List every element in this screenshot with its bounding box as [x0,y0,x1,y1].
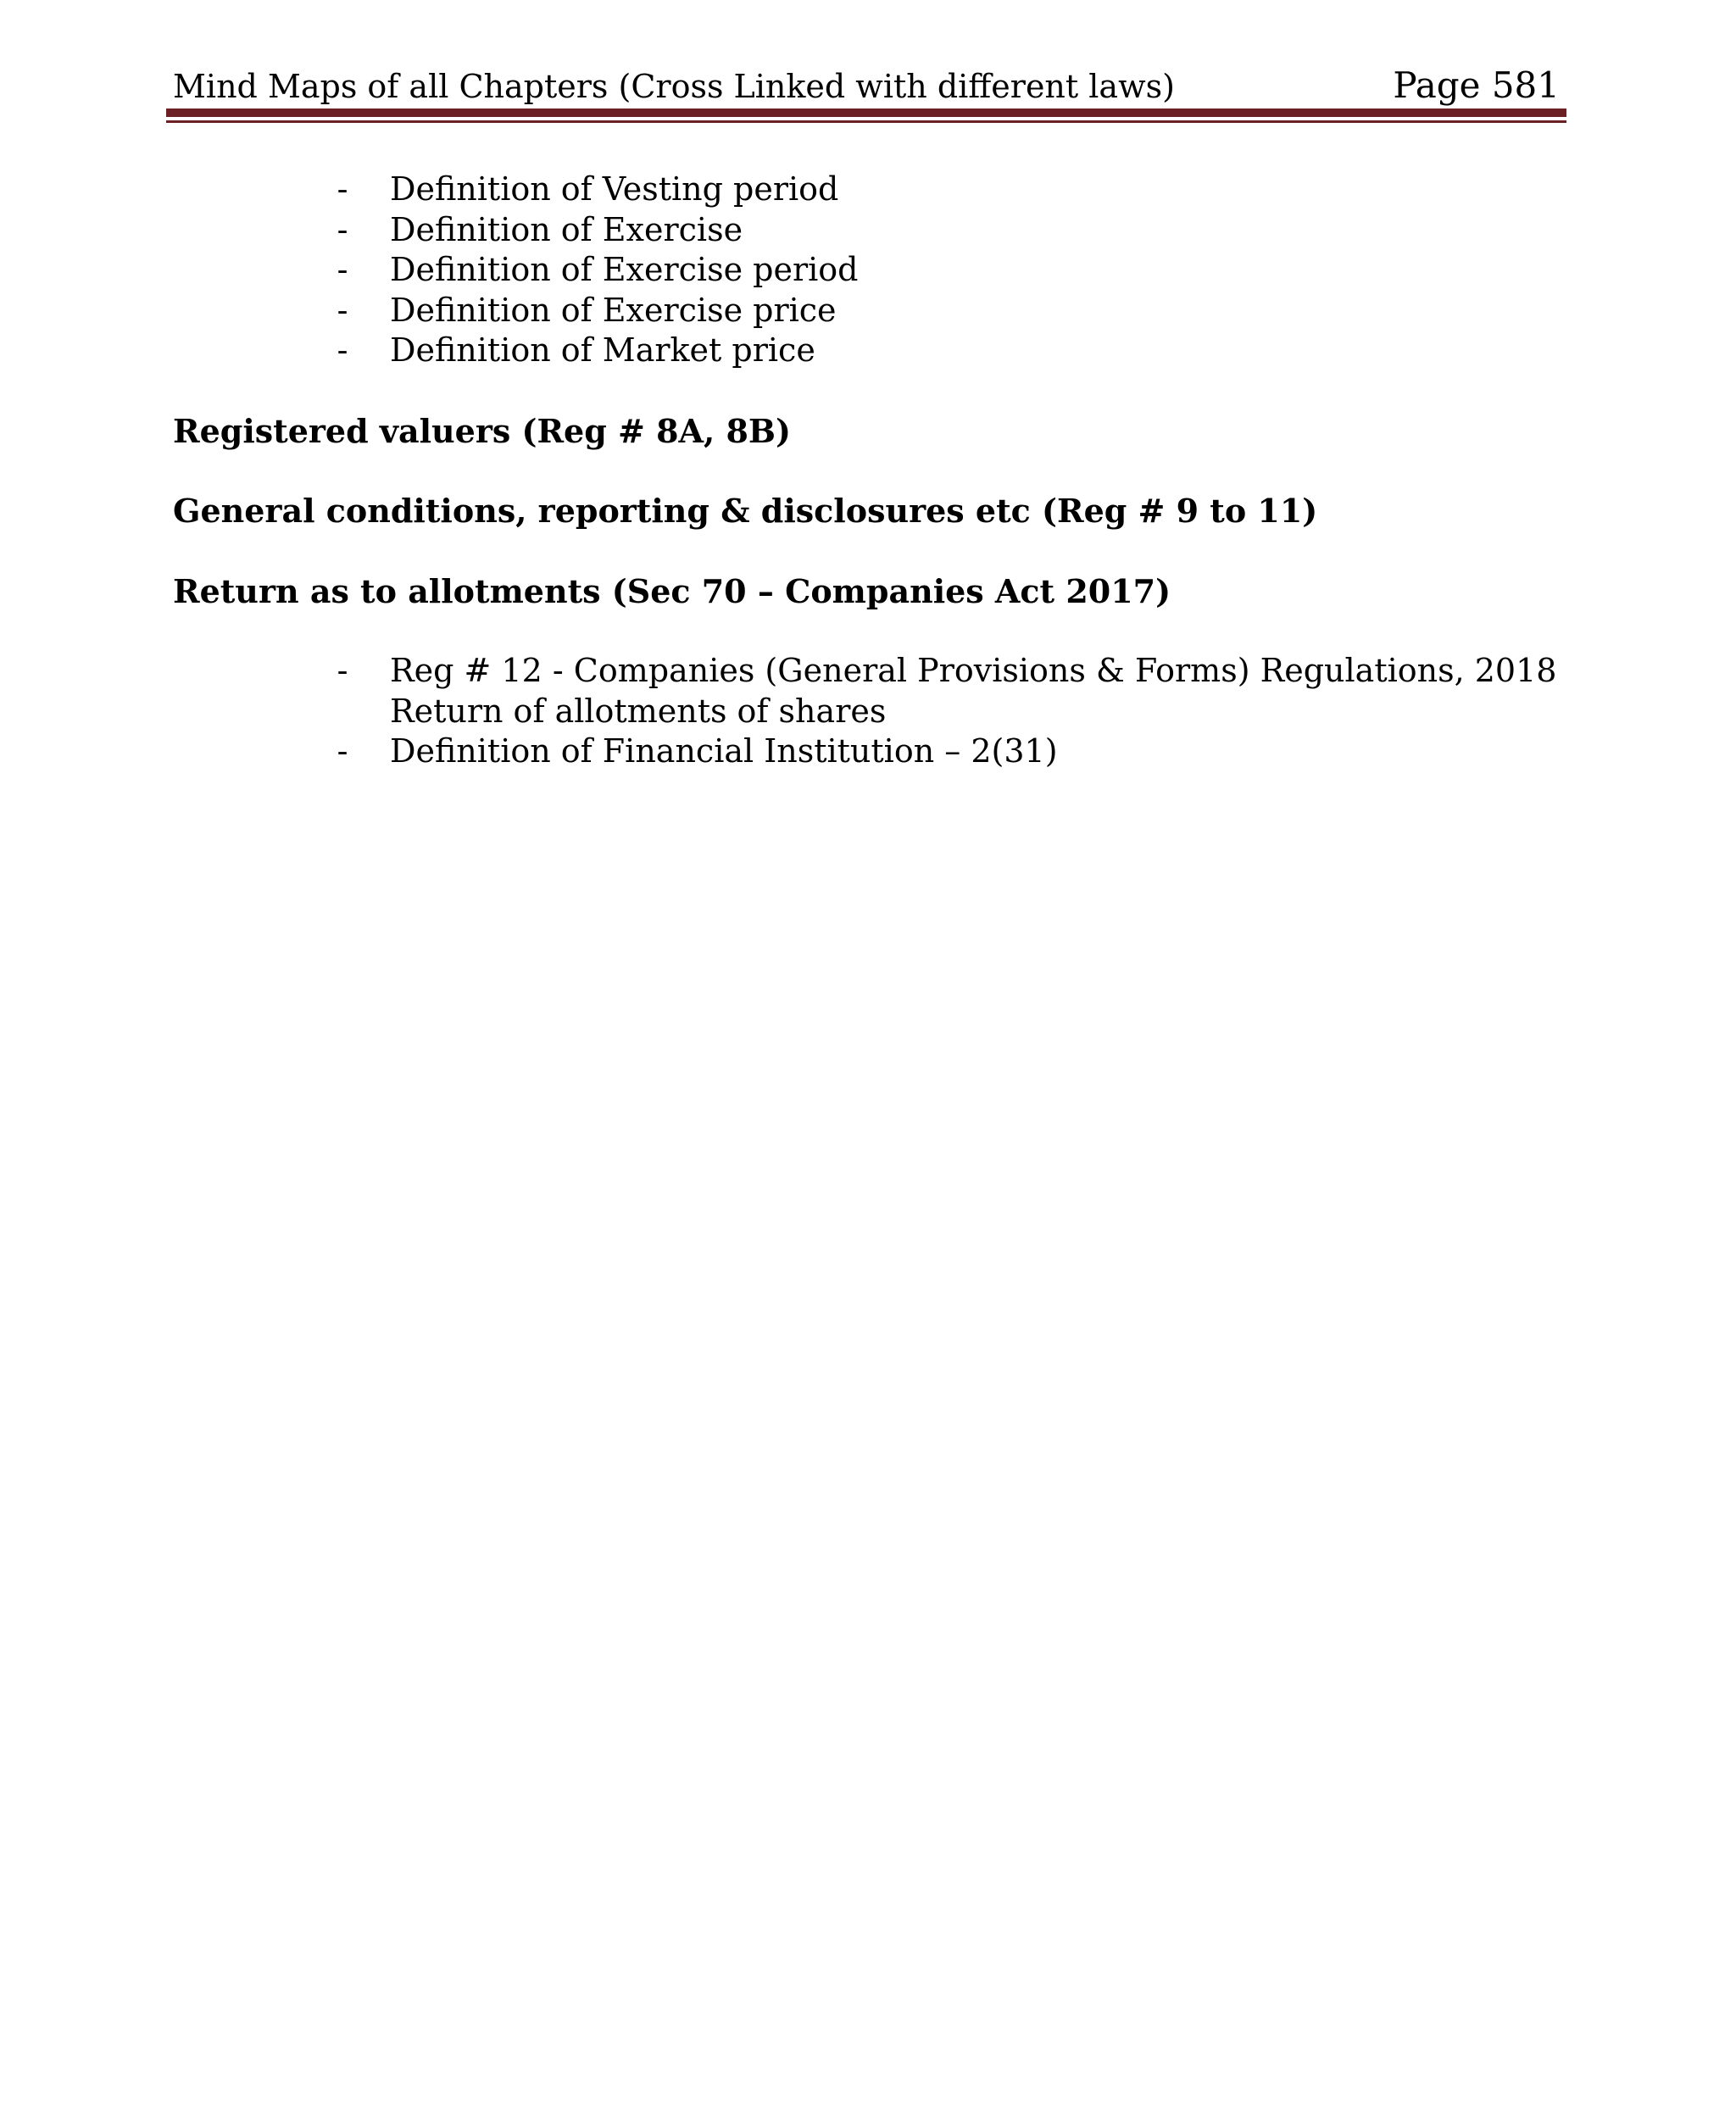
dash-bullet: - [337,652,348,689]
heading-general-conditions: General conditions, reporting & disclosures etc (Reg # 9 to 11) [173,492,1318,530]
spacer [173,611,1563,651]
list-item [173,651,1563,731]
dash-bullet: - [337,331,348,369]
list-item [173,170,1563,210]
list-item [173,210,1563,251]
page-number: Page 581 [1393,64,1560,106]
spacer [173,371,1563,411]
list-item-text: Definition of Exercise [390,210,743,248]
page-content [173,170,1563,772]
heading-return-allotments: Return as to allotments (Sec 70 – Companies Act 2017) [173,571,1171,610]
list-item [173,250,1563,291]
page-header [173,63,1560,105]
dash-bullet: - [337,170,348,208]
list-item [173,331,1563,371]
spacer [173,531,1563,571]
list-item [173,731,1563,772]
list-item-text: Definition of Exercise period [390,251,859,288]
heading-registered-valuers: Registered valuers (Reg # 8A, 8B) [173,411,791,450]
dash-bullet: - [337,291,348,329]
list-item-text: Definition of Market price [390,331,815,369]
definitions-list [173,170,1563,371]
header-title: Mind Maps of all Chapters (Cross Linked with different laws) [173,68,1175,106]
header-rule-thin [166,120,1566,123]
dash-bullet: - [337,732,348,770]
dash-bullet: - [337,210,348,248]
spacer [173,451,1563,491]
allotments-list [173,651,1563,772]
header-rule-thick [166,108,1566,117]
list-item-text: Reg # 12 - Companies (General Provisions & Forms) Regulations, 2018 Return of allotments of shares [390,652,1557,730]
list-item-text: Definition of Vesting period [390,170,839,208]
list-item-text: Definition of Exercise price [390,291,837,329]
dash-bullet: - [337,251,348,288]
list-item [173,291,1563,331]
list-item-text: Definition of Financial Institution – 2(31) [390,732,1058,770]
